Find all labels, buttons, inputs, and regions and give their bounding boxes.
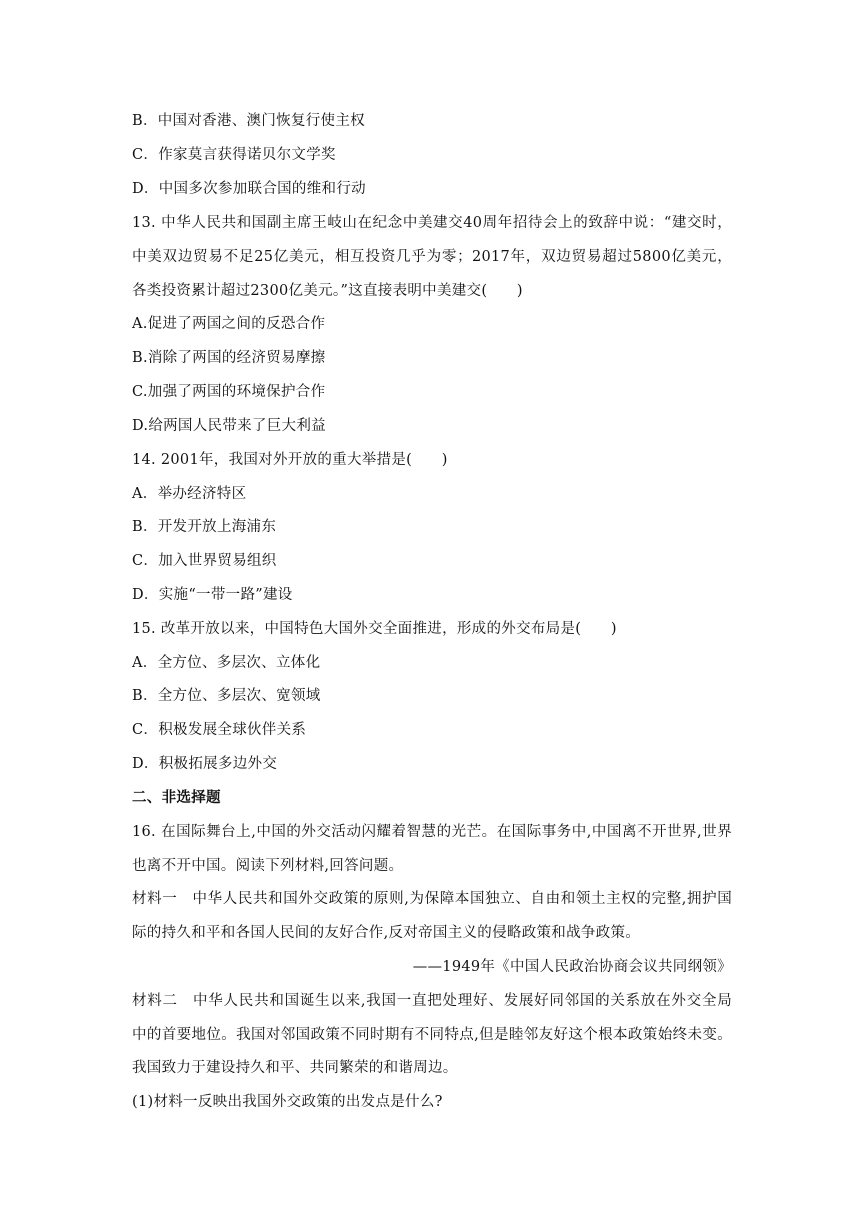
q13-option-d: D.给两国人民带来了巨大利益 [132,418,326,434]
q15-option-d: D．积极拓展多边外交 [132,756,278,772]
q13-option-a: A.促进了两国之间的反恐合作 [132,316,326,332]
q14-stem: 14. 2001年，我国对外开放的重大举措是( ) [132,452,448,468]
q13-stem-line3: 各类投资累计超过2300亿美元。”这直接表明中美建交( ) [132,283,523,299]
material-one-source: ——1949年《中国人民政治协商会议共同纲领》 [412,959,732,975]
q15-option-b: B．全方位、多层次、宽领域 [132,688,321,704]
q13-stem-line1: 13. 中华人民共和国副主席王岐山在纪念中美建交40周年招待会上的致辞中说：“建交时， [132,215,732,231]
q14-option-d: D．实施“一带一路”建设 [132,587,293,603]
q15-option-c: C．积极发展全球伙伴关系 [132,722,307,738]
q16-stem-line2: 也离不开中国。阅读下列材料,回答问题。 [132,858,404,874]
q14-option-b: B．开发开放上海浦东 [132,519,277,535]
q13-option-b: B.消除了两国的经济贸易摩擦 [132,350,326,366]
q15-stem: 15. 改革开放以来，中国特色大国外交全面推进，形成的外交布局是( ) [132,621,617,637]
material-two-line1: 材料二 中华人民共和国诞生以来,我国一直把处理好、发展好同邻国的关系放在外交全局 [132,993,732,1009]
q12-option-c: C．作家莫言获得诺贝尔文学奖 [132,147,336,163]
q14-option-a: A．举办经济特区 [132,486,247,502]
q12-option-d: D．中国多次参加联合国的维和行动 [132,181,366,197]
q12-option-b: B．中国对香港、澳门恢复行使主权 [132,113,365,129]
q13-option-c: C.加强了两国的环境保护合作 [132,384,326,400]
q16-subquestion-1: (1)材料一反映出我国外交政策的出发点是什么? [132,1094,443,1110]
q14-option-c: C．加入世界贸易组织 [132,553,277,569]
q16-stem-line1: 16. 在国际舞台上,中国的外交活动闪耀着智慧的光芒。在国际事务中,中国离不开世界,世界 [132,824,732,840]
section-heading: 二、非选择题 [132,790,221,806]
material-one-line1: 材料一 中华人民共和国外交政策的原则,为保障本国独立、自由和领土主权的完整,拥护国 [132,891,732,907]
q13-stem-line2: 中美双边贸易不足25亿美元，相互投资几乎为零；2017年，双边贸易超过5800亿美元， [132,249,732,265]
material-two-line2: 中的首要地位。我国对邻国政策不同时期有不同特点,但是睦邻友好这个根本政策始终未变。 [132,1027,732,1043]
material-one-line2: 际的持久和平和各国人民间的友好合作,反对帝国主义的侵略政策和战争政策。 [132,925,641,941]
q15-option-a: A．全方位、多层次、立体化 [132,655,321,671]
material-two-line3: 我国致力于建设持久和平、共同繁荣的和谐周边。 [132,1060,458,1076]
